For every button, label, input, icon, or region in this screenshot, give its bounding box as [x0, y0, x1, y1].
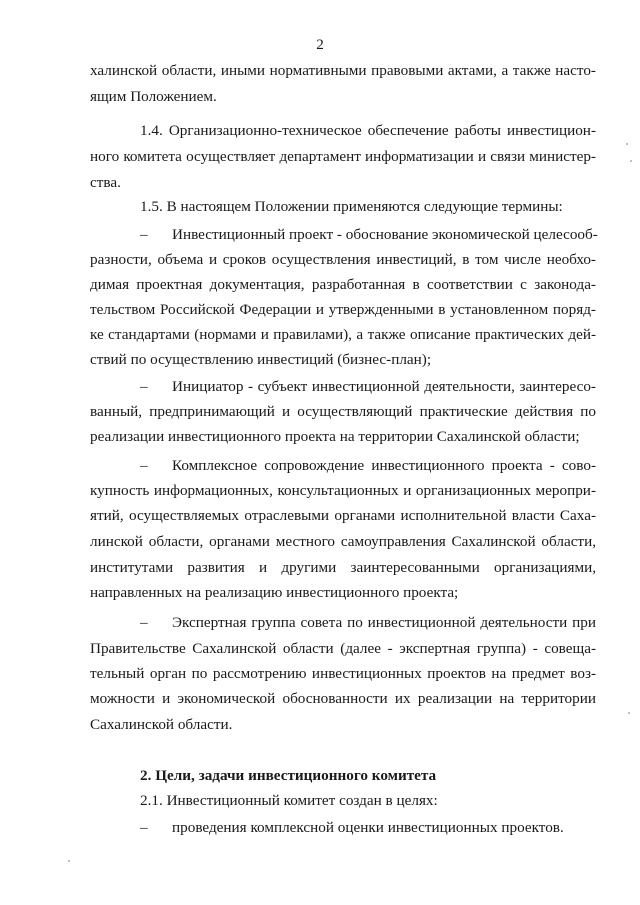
scan-speck — [628, 712, 630, 714]
paragraph-line: ванный, предпринимающий и осуществляющий практические действия по — [90, 403, 596, 420]
paragraph-line: Сахалинской области. — [90, 716, 233, 733]
paragraph-line: Правительстве Сахалинской области (далее - экспертная группа) - совеща- — [90, 640, 596, 657]
paragraph-line: ствий по осуществлению инвестиций (бизнес-план); — [90, 351, 432, 368]
paragraph-line: Инициатор - субъект инвестиционной деятельности, заинтересо- — [172, 378, 596, 395]
list-dash: – — [140, 614, 148, 631]
paragraph-line: линской области, органами местного самоуправления Сахалинской области, — [90, 533, 596, 550]
paragraph-line: 1.4. Организационно-техническое обеспечение работы инвестицион- — [140, 122, 596, 139]
paragraph-line: направленных на реализацию инвестиционного проекта; — [90, 584, 459, 601]
scan-speck — [68, 860, 70, 862]
paragraph-line: димая проектная документация, разработанная в соответствии с законода- — [90, 276, 596, 293]
paragraph-line: Экспертная группа совета по инвестиционной деятельности при — [172, 614, 596, 631]
paragraph-line: ного комитета осуществляет департамент информатизации и связи министер- — [90, 148, 596, 165]
paragraph-line: реализации инвестиционного проекта на территории Сахалинской области; — [90, 428, 580, 445]
paragraph-line: ства. — [90, 174, 121, 191]
paragraph-line: 2.1. Инвестиционный комитет создан в целях: — [140, 792, 438, 809]
section-heading: 2. Цели, задачи инвестиционного комитета — [140, 767, 437, 784]
paragraph-line: тельный орган по рассмотрению инвестиционных проектов на предмет воз- — [90, 665, 596, 682]
paragraph-line: ке стандартами (нормами и правилами), а также описание практических дей- — [90, 326, 596, 343]
paragraph-line: тельством Российской Федерации и утвержденными в установленном поряд- — [90, 301, 596, 318]
list-dash: – — [140, 819, 148, 836]
paragraph-line: купность информационных, консультационных и организационных меропри- — [90, 482, 596, 499]
paragraph-line: ятий, осуществляемых отраслевыми органами исполнительной власти Саха- — [90, 507, 596, 524]
paragraph-line: можности и экономической обоснованности их реализации на территории — [90, 690, 596, 707]
list-dash: – — [140, 457, 148, 474]
scan-speck — [626, 143, 628, 145]
page-number: 2 — [316, 36, 324, 53]
paragraph-line: Комплексное сопровождение инвестиционного проекта - сово- — [172, 457, 596, 474]
paragraph-line: проведения комплексной оценки инвестиционных проектов. — [172, 819, 564, 836]
scan-speck — [630, 160, 632, 162]
paragraph-line: институтами развития и другими заинтересованными организациями, — [90, 559, 596, 576]
paragraph-line: 1.5. В настоящем Положении применяются следующие термины: — [140, 198, 563, 215]
paragraph-line: разности, объема и сроков осуществления инвестиций, в том числе необхо- — [90, 251, 596, 268]
paragraph-line: Инвестиционный проект - обоснование экономической целесооб- — [172, 226, 598, 243]
paragraph-line: халинской области, иными нормативными правовыми актами, а также насто- — [90, 62, 596, 79]
list-dash: – — [140, 378, 148, 395]
list-dash: – — [140, 226, 148, 243]
paragraph-line: ящим Положением. — [90, 88, 217, 105]
